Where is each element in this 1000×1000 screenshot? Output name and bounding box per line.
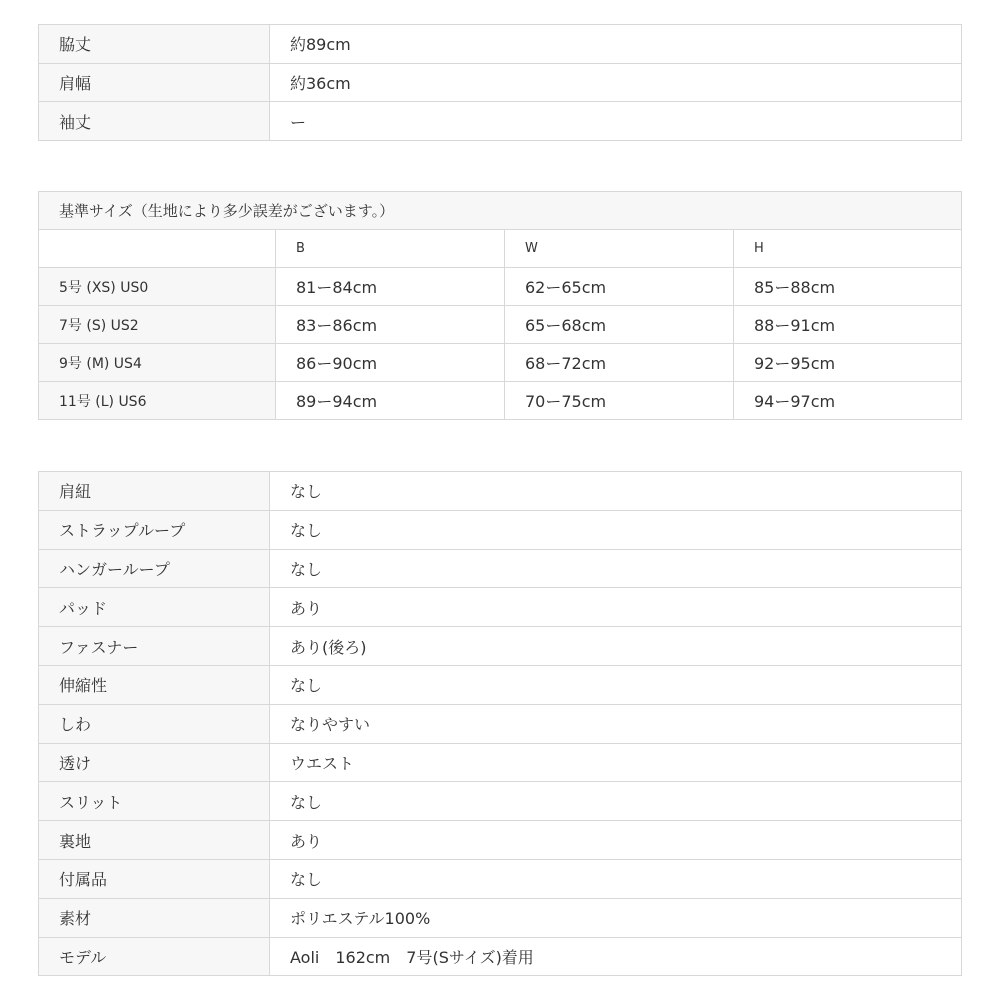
waist-value: 70ー75cm (505, 382, 734, 420)
table-row (39, 510, 962, 549)
hip-value: 88ー91cm (734, 306, 962, 344)
size-label: 7号 (S) US2 (39, 306, 276, 344)
measurement-table (38, 24, 962, 141)
size-chart-table (38, 191, 962, 420)
row-value: ー (270, 102, 962, 141)
size-label: 11号 (L) US6 (39, 382, 276, 420)
row-label: 肩紐 (39, 472, 270, 511)
column-header-row (39, 230, 962, 268)
table-row (39, 268, 962, 306)
table-row (39, 306, 962, 344)
row-value: ポリエステル100% (270, 898, 962, 937)
table-row (39, 344, 962, 382)
row-value: なし (270, 665, 962, 704)
table-row (39, 821, 962, 860)
row-label: 袖丈 (39, 102, 270, 141)
table-row (39, 937, 962, 976)
row-value: なし (270, 472, 962, 511)
column-header-h: H (734, 230, 962, 268)
hip-value: 85ー88cm (734, 268, 962, 306)
waist-value: 65ー68cm (505, 306, 734, 344)
row-value: なし (270, 549, 962, 588)
row-label: 素材 (39, 898, 270, 937)
table-row (39, 627, 962, 666)
bust-value: 86ー90cm (276, 344, 505, 382)
row-label: 裏地 (39, 821, 270, 860)
size-label: 9号 (M) US4 (39, 344, 276, 382)
bust-value: 89ー94cm (276, 382, 505, 420)
table-row (39, 898, 962, 937)
table-row (39, 472, 962, 511)
column-header-b: B (276, 230, 505, 268)
table-row (39, 782, 962, 821)
waist-value: 68ー72cm (505, 344, 734, 382)
row-value: なし (270, 859, 962, 898)
table-row (39, 63, 962, 102)
row-label: 透け (39, 743, 270, 782)
row-label: 脇丈 (39, 25, 270, 64)
row-value: あり (270, 588, 962, 627)
bust-value: 83ー86cm (276, 306, 505, 344)
row-value: なりやすい (270, 704, 962, 743)
hip-value: 94ー97cm (734, 382, 962, 420)
row-label: 付属品 (39, 859, 270, 898)
table-row (39, 382, 962, 420)
row-label: ハンガーループ (39, 549, 270, 588)
column-header-empty (39, 230, 276, 268)
table-row (39, 102, 962, 141)
row-label: しわ (39, 704, 270, 743)
row-label: スリット (39, 782, 270, 821)
row-value: 約36cm (270, 63, 962, 102)
row-value: ウエスト (270, 743, 962, 782)
row-label: モデル (39, 937, 270, 976)
hip-value: 92ー95cm (734, 344, 962, 382)
row-value: なし (270, 782, 962, 821)
row-value: あり(後ろ) (270, 627, 962, 666)
row-label: ファスナー (39, 627, 270, 666)
row-value: あり (270, 821, 962, 860)
row-value: 約89cm (270, 25, 962, 64)
waist-value: 62ー65cm (505, 268, 734, 306)
table-row (39, 859, 962, 898)
table-row (39, 549, 962, 588)
row-label: ストラップループ (39, 510, 270, 549)
table-row (39, 25, 962, 64)
size-label: 5号 (XS) US0 (39, 268, 276, 306)
size-chart-title: 基準サイズ（生地により多少誤差がございます。） (39, 192, 962, 230)
table-row (39, 665, 962, 704)
table-row (39, 743, 962, 782)
bust-value: 81ー84cm (276, 268, 505, 306)
attribute-table (38, 471, 962, 976)
row-label: 伸縮性 (39, 665, 270, 704)
table-row (39, 588, 962, 627)
row-label: パッド (39, 588, 270, 627)
table-row (39, 704, 962, 743)
table-header-row (39, 192, 962, 230)
row-value: なし (270, 510, 962, 549)
column-header-w: W (505, 230, 734, 268)
row-label: 肩幅 (39, 63, 270, 102)
row-value: Aoli 162cm 7号(Sサイズ)着用 (270, 937, 962, 976)
